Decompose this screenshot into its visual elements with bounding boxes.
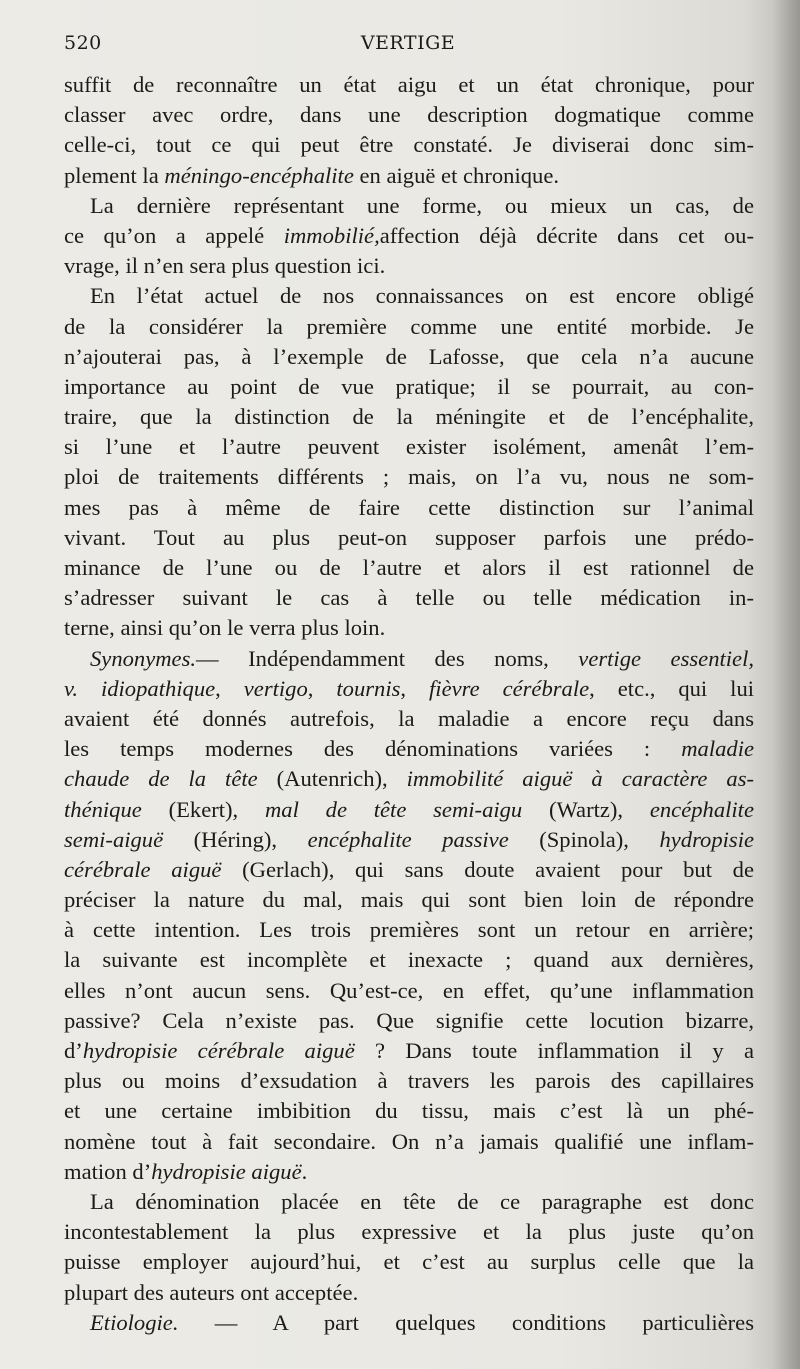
text-segment: ploi de traitements différents ; mais, on l’a vu, nous ne som- bbox=[64, 464, 754, 490]
text-segment: ce qu’on a appelé bbox=[64, 222, 284, 248]
page-gutter-shadow bbox=[772, 0, 800, 1369]
text-line bbox=[64, 462, 754, 492]
text-line bbox=[64, 825, 754, 855]
text-segment: , etc., qui lui bbox=[589, 675, 755, 701]
text-segment: si l’une et l’autre peuvent exister isolément, amenât l’em- bbox=[64, 434, 754, 460]
text-segment: importance au point de vue pratique; il se pourrait, au con- bbox=[64, 373, 754, 399]
italic-text: immobilié, bbox=[283, 222, 380, 248]
text-line bbox=[64, 221, 754, 251]
text-line bbox=[64, 1187, 754, 1217]
text-line bbox=[64, 372, 754, 402]
text-line bbox=[64, 251, 754, 281]
text-line bbox=[64, 312, 754, 342]
text-line bbox=[64, 734, 754, 764]
text-segment: les temps modernes des dénominations variées : bbox=[64, 736, 682, 762]
text-line bbox=[64, 1036, 754, 1066]
text-line bbox=[64, 583, 754, 613]
text-segment: celle-ci, tout ce qui peut être constaté. Je diviserai donc sim- bbox=[64, 132, 754, 158]
running-head bbox=[64, 32, 752, 58]
text-line bbox=[64, 553, 754, 583]
text-segment: incontestablement la plus expressive et la plus juste qu’on bbox=[64, 1219, 754, 1245]
text-segment: mes pas à même de faire cette distinction sur l’animal bbox=[64, 494, 754, 520]
text-segment: — Indépendamment des noms, bbox=[196, 645, 579, 671]
text-line bbox=[64, 1308, 754, 1338]
text-segment: La dénomination placée en tête de ce paragraphe est donc bbox=[90, 1188, 754, 1214]
italic-text: hydropisie bbox=[659, 826, 754, 852]
body-text bbox=[64, 70, 754, 1338]
text-segment: (Wartz), bbox=[522, 796, 650, 822]
text-line bbox=[64, 161, 754, 191]
italic-text: fièvre cérébrale bbox=[429, 675, 590, 701]
text-line bbox=[64, 1278, 754, 1308]
text-segment: minance de l’une ou de l’autre et alors il est rationnel de bbox=[64, 555, 754, 580]
text-segment: suffit de reconnaître un état aigu et un état chronique, pour bbox=[64, 72, 754, 97]
italic-text: cérébrale aiguë bbox=[64, 856, 222, 882]
text-line bbox=[64, 1157, 754, 1187]
text-segment: plus ou moins d’exsudation à travers les parois des capillaires bbox=[64, 1068, 754, 1094]
text-segment: passive? Cela n’existe pas. Que signifie cette locution bizarre, bbox=[64, 1007, 754, 1033]
text-segment: (Gerlach), qui sans doute avaient pour but de bbox=[221, 856, 754, 882]
text-segment: préciser la nature du mal, mais qui sont bien loin de répondre bbox=[64, 887, 754, 913]
text-line bbox=[64, 523, 754, 553]
text-line bbox=[64, 100, 754, 130]
text-line bbox=[64, 855, 754, 885]
text-segment: (Ekert), bbox=[141, 796, 265, 822]
italic-text: chaude de la tête bbox=[64, 766, 258, 792]
text-line bbox=[64, 613, 754, 643]
text-line bbox=[64, 795, 754, 825]
italic-text: vertigo bbox=[243, 675, 308, 701]
text-line bbox=[64, 885, 754, 915]
text-segment: vrage, il n’en sera plus question ici. bbox=[64, 253, 386, 279]
text-segment: puisse employer aujourd’hui, et c’est au surplus celle que la bbox=[64, 1249, 754, 1275]
text-segment: plupart des auteurs ont acceptée. bbox=[64, 1279, 359, 1305]
text-segment: (Spinola), bbox=[508, 826, 660, 852]
text-line bbox=[64, 915, 754, 945]
text-segment: vivant. Tout au plus peut-on supposer parfois une prédo- bbox=[64, 524, 754, 550]
text-segment: , bbox=[215, 675, 244, 701]
text-line bbox=[64, 1006, 754, 1036]
italic-text: hydropisie cérébrale aiguë bbox=[82, 1038, 355, 1063]
text-segment: nomène tout à fait secondaire. On n’a jamais qualifié une inflam- bbox=[64, 1128, 754, 1154]
page-number: 520 bbox=[64, 32, 102, 54]
text-segment: traire, que la distinction de la méningite et de l’encéphalite, bbox=[64, 404, 754, 430]
text-segment: n’ajouterai pas, à l’exemple de Lafosse, que cela n’a aucune bbox=[64, 343, 754, 369]
text-line bbox=[64, 130, 754, 160]
text-line bbox=[64, 1127, 754, 1157]
text-line bbox=[64, 945, 754, 975]
text-segment: elles n’ont aucun sens. Qu’est-ce, en effet, qu’une inflammation bbox=[64, 977, 754, 1003]
text-segment: ? Dans toute inflammation il y a bbox=[354, 1038, 754, 1063]
italic-text: méningo-encéphalite bbox=[164, 162, 354, 188]
text-segment: — A part quelques conditions particulières bbox=[178, 1309, 754, 1335]
text-segment: en aiguë et chronique. bbox=[353, 162, 560, 188]
text-segment: mation d’ bbox=[64, 1158, 152, 1184]
italic-text: semi-aiguë bbox=[64, 826, 164, 852]
text-line bbox=[64, 704, 754, 734]
italic-text: encéphalite bbox=[649, 796, 754, 822]
text-segment: , bbox=[400, 675, 430, 701]
italic-text: mal de tête semi-aigu bbox=[264, 796, 523, 822]
text-segment: La dernière représentant une forme, ou mieux un cas, de bbox=[90, 192, 754, 218]
text-segment: avaient été donnés autrefois, la maladie a encore reçu dans bbox=[64, 705, 754, 731]
text-segment: à cette intention. Les trois premières sont un retour en arrière; bbox=[64, 917, 754, 943]
text-segment: plement la bbox=[64, 162, 165, 188]
text-line bbox=[64, 976, 754, 1006]
text-segment: classer avec ordre, dans une description dogmatique comme bbox=[64, 102, 754, 128]
text-segment: affection déjà décrite dans cet ou- bbox=[379, 222, 754, 248]
text-line bbox=[64, 764, 754, 794]
text-segment: . bbox=[301, 1158, 308, 1184]
text-segment: la suivante est incomplète et inexacte ; quand aux dernières, bbox=[64, 947, 754, 973]
text-line bbox=[64, 1096, 754, 1126]
text-line bbox=[64, 493, 754, 523]
italic-text: encéphalite passive bbox=[307, 826, 509, 852]
text-line bbox=[64, 70, 754, 100]
text-line bbox=[64, 674, 754, 704]
text-line bbox=[64, 1247, 754, 1277]
text-segment: , bbox=[307, 675, 337, 701]
text-line bbox=[64, 191, 754, 221]
italic-text: hydropisie aiguë bbox=[151, 1158, 302, 1184]
text-line bbox=[64, 432, 754, 462]
italic-text: immobilité aiguë à caractère as- bbox=[406, 766, 755, 792]
italic-text: Synonymes. bbox=[90, 645, 197, 671]
italic-text: vertige essentiel, bbox=[578, 645, 754, 671]
italic-text: v. idiopathique bbox=[64, 675, 216, 701]
text-segment: de la considérer la première comme une entité morbide. Je bbox=[64, 313, 754, 339]
text-line bbox=[64, 402, 754, 432]
text-segment: En l’état actuel de nos connaissances on est encore obligé bbox=[90, 283, 754, 309]
text-segment: (Autenrich), bbox=[257, 766, 407, 792]
text-line bbox=[64, 281, 754, 311]
running-title: VERTIGE bbox=[360, 32, 456, 54]
text-segment: terne, ainsi qu’on le verra plus loin. bbox=[64, 615, 386, 641]
text-segment: et une certaine imbibition du tissu, mais c’est là un phé- bbox=[64, 1098, 754, 1124]
text-line bbox=[64, 1066, 754, 1096]
italic-text: Etiologie. bbox=[90, 1309, 179, 1335]
text-line bbox=[64, 644, 754, 674]
text-segment: (Héring), bbox=[163, 826, 308, 852]
italic-text: maladie bbox=[681, 736, 754, 762]
text-segment: d’ bbox=[64, 1038, 83, 1063]
text-line bbox=[64, 342, 754, 372]
italic-text: thénique bbox=[64, 796, 142, 822]
italic-text: tournis bbox=[336, 675, 401, 701]
text-segment: s’adresser suivant le cas à telle ou telle médication in- bbox=[64, 585, 754, 611]
text-line bbox=[64, 1217, 754, 1247]
